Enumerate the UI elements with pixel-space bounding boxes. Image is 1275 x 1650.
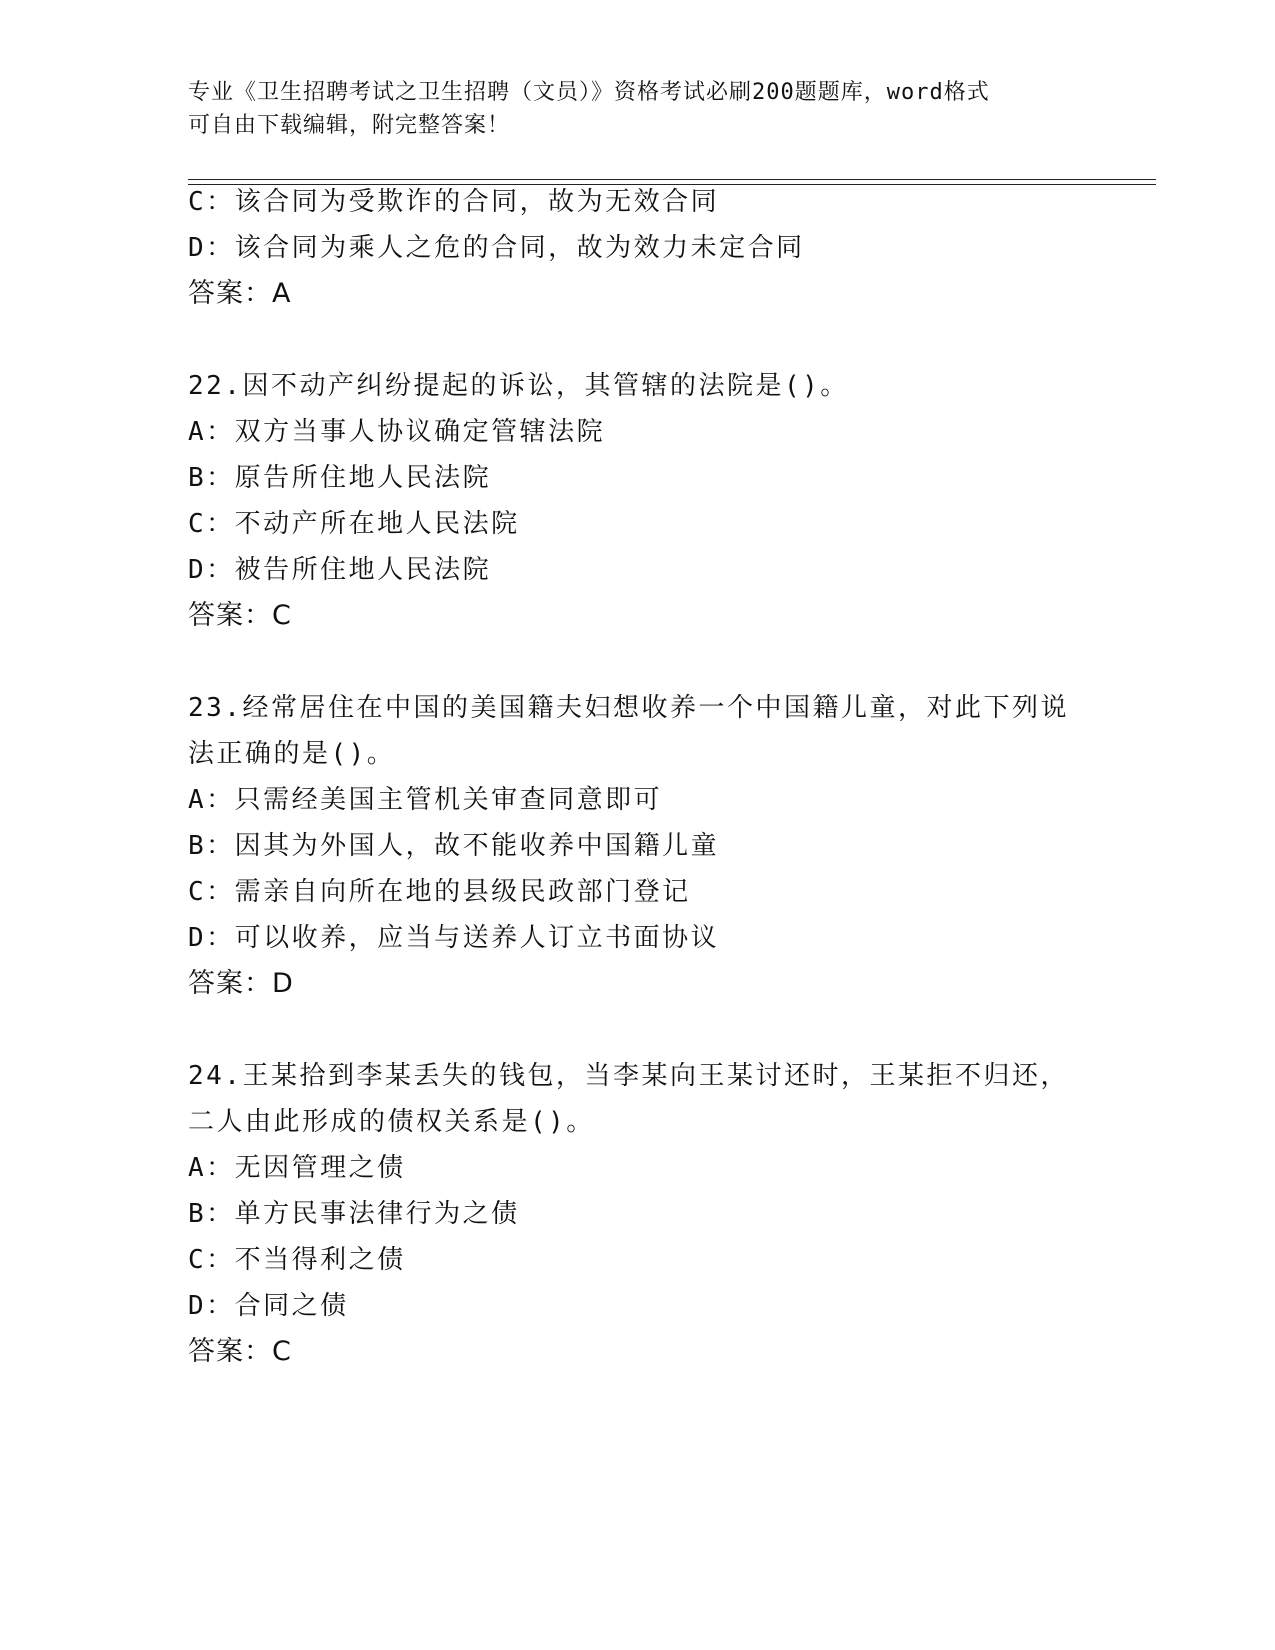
spacer bbox=[188, 639, 1088, 685]
q22-option-b: B：原告所住地人民法院 bbox=[188, 463, 492, 493]
question-content bbox=[188, 179, 1088, 1375]
spacer bbox=[188, 317, 1088, 363]
q22-option-d: D：被告所住地人民法院 bbox=[188, 555, 492, 585]
q24-stem-line-2: 二人由此形成的债权关系是()。 bbox=[188, 1107, 595, 1137]
q21-answer: 答案：A bbox=[188, 278, 292, 309]
q24-option-d: D：合同之债 bbox=[188, 1291, 349, 1321]
q22-answer: 答案：C bbox=[188, 600, 292, 631]
q22-option-a: A：双方当事人协议确定管辖法院 bbox=[188, 417, 606, 447]
q23-option-d: D：可以收养，应当与送养人订立书面协议 bbox=[188, 923, 720, 953]
q24-stem-line-1: 24.王某拾到李某丢失的钱包，当李某向王某讨还时，王某拒不归还， bbox=[188, 1061, 1069, 1091]
document-header bbox=[188, 76, 1088, 142]
header-title-line-1: 专业《卫生招聘考试之卫生招聘（文员）》资格考试必刷200题题库，word格式 bbox=[188, 80, 990, 105]
q23-stem-line-2: 法正确的是()。 bbox=[188, 739, 396, 769]
header-title-line-2: 可自由下载编辑，附完整答案！ bbox=[188, 113, 511, 138]
q23-option-b: B：因其为外国人，故不能收养中国籍儿童 bbox=[188, 831, 720, 861]
q23-answer: 答案：D bbox=[188, 968, 294, 999]
q24-option-b: B：单方民事法律行为之债 bbox=[188, 1199, 520, 1229]
q22-stem: 22.因不动产纠纷提起的诉讼，其管辖的法院是()。 bbox=[188, 371, 849, 401]
q21-option-d: D：该合同为乘人之危的合同，故为效力未定合同 bbox=[188, 233, 805, 263]
q23-option-a: A：只需经美国主管机关审查同意即可 bbox=[188, 785, 663, 815]
q22-option-c: C：不动产所在地人民法院 bbox=[188, 509, 520, 539]
q23-option-c: C：需亲自向所在地的县级民政部门登记 bbox=[188, 877, 691, 907]
q24-option-a: A：无因管理之债 bbox=[188, 1153, 406, 1183]
spacer bbox=[188, 1007, 1088, 1053]
q21-option-c: C：该合同为受欺诈的合同，故为无效合同 bbox=[188, 187, 720, 217]
q24-answer: 答案：C bbox=[188, 1336, 292, 1367]
q23-stem-line-1: 23.经常居住在中国的美国籍夫妇想收养一个中国籍儿童，对此下列说 bbox=[188, 693, 1069, 723]
q24-option-c: C：不当得利之债 bbox=[188, 1245, 406, 1275]
